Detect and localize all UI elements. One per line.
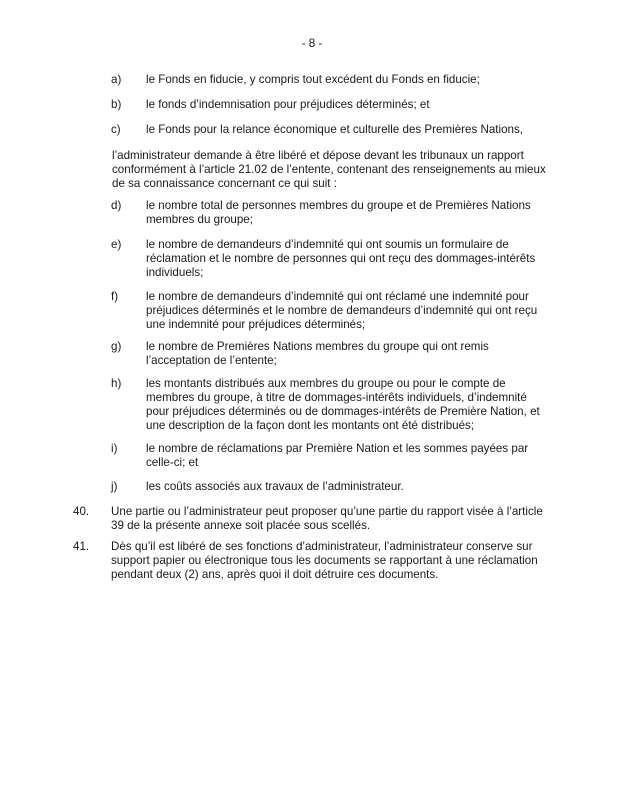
intro-paragraph: l’administrateur demande à être libéré et dépose devant les tribunaux un rapport conformément à l’article 21.02 de l’entente, contenant des renseignements au mieux de sa connaissance concernant ce qui suit : bbox=[112, 149, 546, 190]
section-41 bbox=[73, 540, 553, 582]
list-item-c bbox=[111, 123, 551, 137]
item-label: g) bbox=[111, 340, 122, 353]
item-label: f) bbox=[111, 290, 119, 303]
item-text: le Fonds en fiducie, y compris tout excédent du Fonds en fiducie; bbox=[146, 73, 480, 86]
item-label: a) bbox=[111, 73, 122, 86]
section-number: 41. bbox=[73, 540, 90, 553]
item-text: les montants distribués aux membres du groupe ou pour le compte de membres du groupe, à titre de dommages-intérêts individuels, d’indemnité pour préjudices déterminés ou de dommages-intérêts de Première Nation, et une description de la façon dont les montants ont été distribués; bbox=[146, 377, 540, 432]
list-item-a bbox=[111, 73, 551, 87]
section-40 bbox=[73, 505, 553, 533]
item-text: le nombre de Premières Nations membres du groupe qui ont remis l’acceptation de l’entente; bbox=[146, 340, 489, 367]
list-item-g bbox=[111, 340, 551, 368]
item-text: le fonds d’indemnisation pour préjudices déterminés; et bbox=[146, 98, 430, 111]
item-label: d) bbox=[111, 199, 122, 212]
item-label: b) bbox=[111, 98, 122, 111]
section-text: Dès qu’il est libéré de ses fonctions d’administrateur, l’administrateur conserve sur support papier ou électronique tous les documents se rapportant à une réclamation pendant deux (2) ans, après quoi il doit détruire ces documents. bbox=[111, 540, 538, 581]
page-number: - 8 - bbox=[301, 37, 323, 50]
item-text: les coûts associés aux travaux de l’administrateur. bbox=[146, 480, 404, 493]
list-item-b bbox=[111, 98, 551, 112]
item-text: le nombre total de personnes membres du groupe et de Premières Nations membres du groupe; bbox=[146, 199, 531, 226]
item-text: le nombre de réclamations par Première Nation et les sommes payées par celle-ci; et bbox=[146, 442, 529, 469]
item-label: h) bbox=[111, 377, 122, 390]
list-item-f bbox=[111, 290, 551, 332]
item-label: j) bbox=[111, 480, 118, 493]
list-item-h bbox=[111, 377, 551, 433]
list-item-d bbox=[111, 199, 551, 227]
item-text: le nombre de demandeurs d’indemnité qui ont réclamé une indemnité pour préjudices déterminés et le nombre de demandeurs d’indemnité qui ont reçu une indemnité pour préjudices déterminés; bbox=[146, 290, 538, 331]
section-text: Une partie ou l’administrateur peut proposer qu’une partie du rapport visée à l’article 39 de la présente annexe soit placée sous scellés. bbox=[111, 505, 543, 532]
list-item-e bbox=[111, 238, 551, 280]
list-item-j bbox=[111, 480, 551, 494]
item-text: le Fonds pour la relance économique et culturelle des Premières Nations, bbox=[146, 123, 523, 136]
list-item-i bbox=[111, 442, 551, 470]
item-label: c) bbox=[111, 123, 121, 136]
item-label: e) bbox=[111, 238, 122, 251]
item-label: i) bbox=[111, 442, 118, 455]
section-number: 40. bbox=[73, 505, 90, 518]
item-text: le nombre de demandeurs d’indemnité qui ont soumis un formulaire de réclamation et le nombre de personnes qui ont reçu des dommages-intérêts individuels; bbox=[146, 238, 536, 279]
